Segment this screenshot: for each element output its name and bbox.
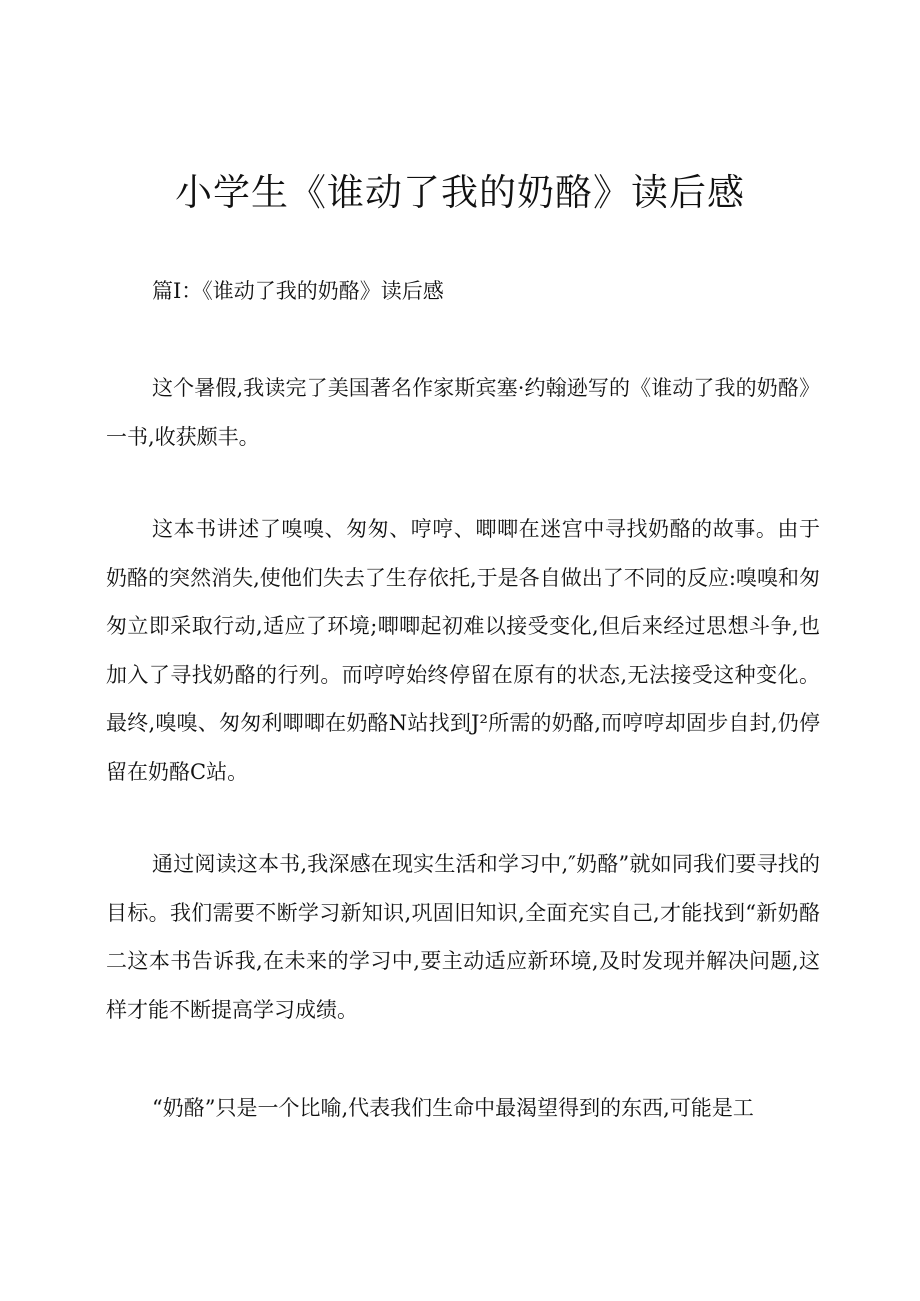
document-subtitle: 篇I：《谁动了我的奶酪》读后感 [152,279,444,303]
paragraph-2: 这本书讲述了嗅嗅、匆匆、哼哼、唧唧在迷宫中寻找奶酪的故事。由于奶酪的突然消失,使他们失去了生存依托,于是各自做出了不同的反应:嗅嗅和匆匆立即采取行动,适应了环境;唧唧起初难以接受变化,但后来经过思想斗争,也加入了寻找奶酪的行列。而哼哼始终停留在原有的状态,无法接受这种变化。最终,嗅嗅、匆匆利唧唧在奶酪N站找到J²所需的奶酪,而哼哼却固步自封,仍停留在奶酪C站。 [106,517,820,784]
paragraph-1: 这个暑假,我读完了美国著名作家斯宾塞·约翰逊写的《谁动了我的奶酪》一书,收获颇丰。 [106,376,820,449]
paragraph-3: 通过阅读这本书,我深感在现实生活和学习中,″奶酪”就如同我们要寻找的目标。我们需要不断学习新知识,巩固旧知识,全面充实自己,才能找到“新奶酪二这本书告诉我,在未来的学习中,要主动适应新环境,及时发现并解决问题,这样才能不断提高学习成绩。 [106,852,820,1022]
document-title: 小学生《谁动了我的奶酪》读后感 [175,171,745,214]
paragraph-4: “奶酪”只是一个比喻,代表我们生命中最渴望得到的东西,可能是工 [152,1096,754,1120]
